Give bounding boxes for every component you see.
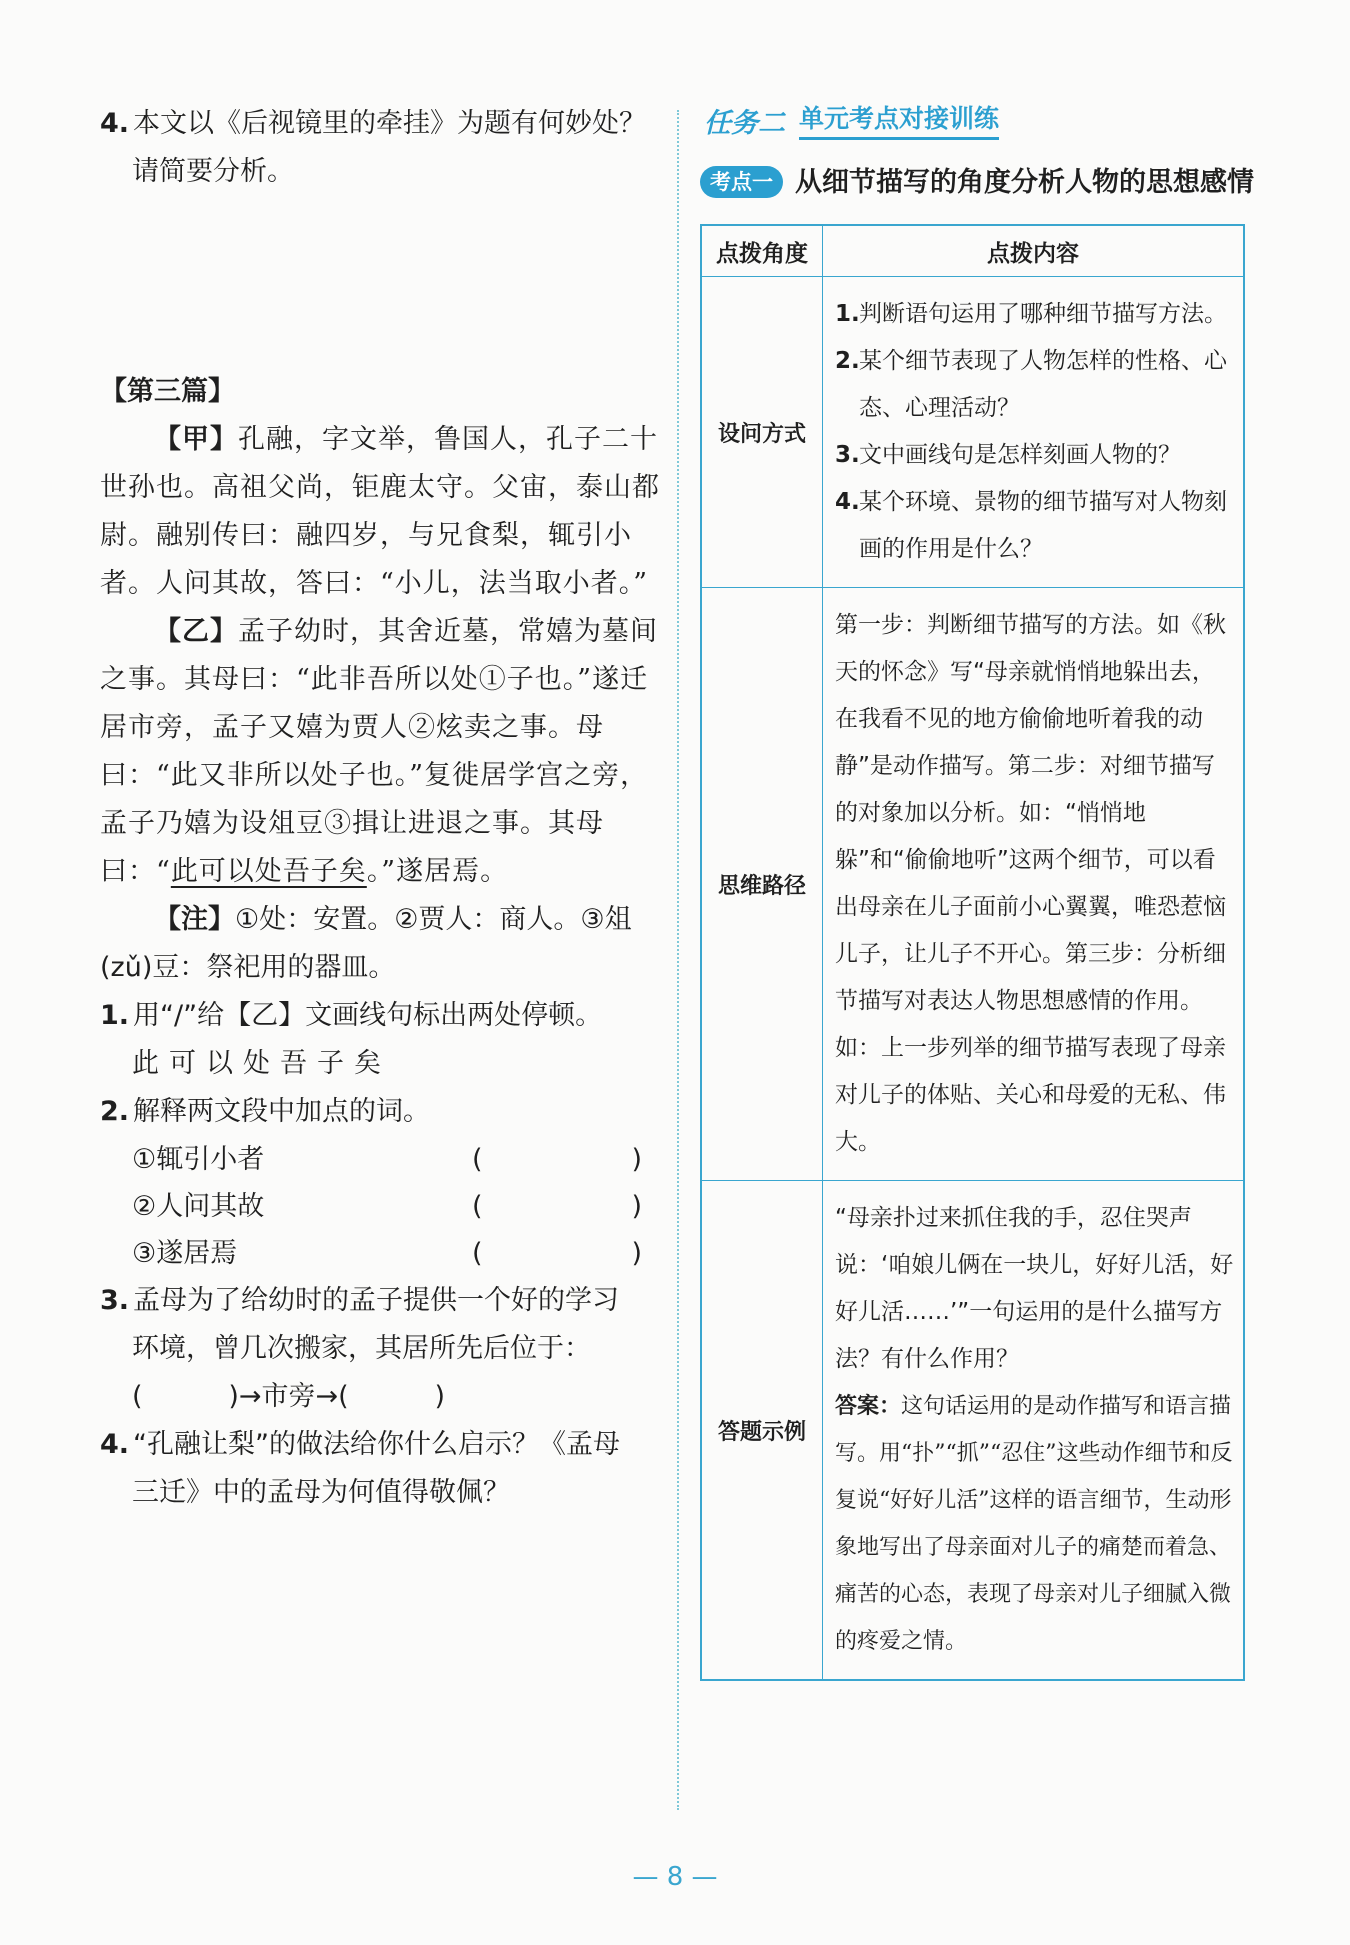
page-number: — 8 — <box>632 1862 718 1892</box>
passage-tag: 【甲】 <box>154 424 238 455</box>
passage-jia <box>100 416 660 608</box>
column-header: 点拨角度 <box>701 225 823 277</box>
kaodian-title: 从细节描写的角度分析人物的思想感情 <box>795 167 1254 198</box>
question-text-cont: 环境，曾几次搬家，其居所先后位于： <box>132 1333 591 1364</box>
question-2 <box>100 1088 660 1136</box>
question-text: 本文以《后视镜里的牵挂》为题有何妙处？ <box>133 108 647 139</box>
task-title: 单元考点对接训练 <box>799 99 999 140</box>
question-text-cont: 请简要分析。 <box>132 156 294 187</box>
word-item <box>100 1183 660 1230</box>
pause-sentence: 此可以处吾子矣 <box>132 1048 391 1079</box>
question-text: “孔融让梨”的做法给你什么启示？《孟母 <box>133 1429 621 1460</box>
row-key: 答题示例 <box>701 1181 823 1681</box>
question-number: 3. <box>100 1285 130 1316</box>
row-content <box>823 1181 1245 1681</box>
tips-table <box>700 224 1245 1681</box>
answer-text: 这句话运用的是动作描写和语言描写。用“扑”“抓”“忍住”这些动作细节和反复说“好好儿活”这样的语言细节，生动形象地写出了母亲面对儿子的痛楚而着急、痛苦的心态，表现了母亲对儿子细腻入微的疼爱之情。 <box>835 1394 1233 1654</box>
row-key: 设问方式 <box>701 277 823 588</box>
note-text: ①处：安置。②贾人：商人。③俎(zǔ)豆：祭祀用的器皿。 <box>100 904 632 983</box>
list-item: 1. 判断语句运用了哪种细节描写方法。 <box>835 301 1227 327</box>
answer-label: 答案： <box>835 1394 902 1419</box>
answer-blank[interactable]: ( ) <box>472 1238 642 1269</box>
right-column <box>700 100 1255 1681</box>
row-content <box>823 277 1245 588</box>
table-row <box>701 277 1244 588</box>
question-number: 4. <box>100 1429 130 1460</box>
question-4-top <box>100 100 660 196</box>
question-text: 用“/”给【乙】文画线句标出两处停顿。 <box>133 1000 603 1031</box>
table-row <box>701 1181 1244 1681</box>
column-divider <box>677 110 679 1810</box>
task-label: 任务二 <box>704 108 785 139</box>
kaodian-header <box>700 158 1255 208</box>
row-content: 第一步：判断细节描写的方法。如《秋天的怀念》写“母亲就悄悄地躲出去，在我看不见的地方偷偷地听着我的动静”是动作描写。第二步：对细节描写的对象加以分析。如：“悄悄地躲”和“偷偷地听”这两个细节，可以看出母亲在儿子面前小心翼翼，唯恐惹恼儿子，让儿子不开心。第三步：分析细节描写对表达人物思想感情的作用。如：上一步列举的细节描写表现了母亲对儿子的体贴、关心和母爱的无私、伟大。 <box>823 588 1245 1181</box>
example-answer <box>835 1383 1235 1665</box>
task-header <box>704 100 1255 140</box>
word-item-label: ②人问其故 <box>132 1191 265 1222</box>
example-question: “母亲扑过来抓住我的手，忍住哭声说：‘咱娘儿俩在一块儿，好好儿活，好好儿活……’”一句运用的是什么描写方法？有什么作用？ <box>835 1205 1234 1372</box>
list-item: 3. 文中画线句是怎样刻画人物的？ <box>835 442 1181 468</box>
underlined-sentence: 此可以处吾子矣 <box>170 856 367 887</box>
list-item: 4. 某个环境、景物的细节描写对人物刻画的作用是什么？ <box>835 489 1227 562</box>
list-item: 2. 某个细节表现了人物怎样的性格、心态、心理活动？ <box>835 348 1227 421</box>
question-text: 孟母为了给幼时的孟子提供一个好的学习 <box>133 1285 620 1316</box>
question-1 <box>100 992 660 1040</box>
left-column <box>100 100 660 1517</box>
row-key: 思维路径 <box>701 588 823 1181</box>
question-number: 2. <box>100 1096 130 1127</box>
word-item-label: ③遂居焉 <box>132 1238 238 1269</box>
migration-blanks[interactable]: ( )→市旁→( ) <box>132 1381 446 1412</box>
question-4 <box>100 1421 660 1517</box>
passage-yi <box>100 608 660 896</box>
question-text: 解释两文段中加点的词。 <box>133 1096 431 1127</box>
question-3 <box>100 1277 660 1373</box>
column-header: 点拨内容 <box>823 225 1245 277</box>
word-item <box>100 1230 660 1277</box>
word-item <box>100 1136 660 1183</box>
question-text-cont: 三迁》中的孟母为何值得敬佩？ <box>132 1477 510 1508</box>
word-item-label: ①辄引小者 <box>132 1144 265 1175</box>
table-row <box>701 588 1244 1181</box>
question-number: 1. <box>100 1000 130 1031</box>
answer-blank[interactable]: ( ) <box>472 1144 642 1175</box>
passage-text: 孟子幼时，其舍近墓，常嬉为墓间之事。其母曰：“此非吾所以处①子也。”遂迁居市旁，孟子又嬉为贾人②炫卖之事。母曰：“此又非所以处子也。”复徙居学宫之旁，孟子乃嬉为设俎豆③揖让进退之事。其母曰：“ <box>100 616 658 887</box>
question-number: 4. <box>100 108 130 139</box>
answer-blank[interactable]: ( ) <box>472 1191 642 1222</box>
passage-tag: 【乙】 <box>154 616 238 647</box>
table-header-row <box>701 225 1244 277</box>
kaodian-badge: 考点一 <box>700 166 783 198</box>
passage-text: 孔融，字文举，鲁国人，孔子二十世孙也。高祖父尚，钜鹿太守。父宙，泰山都尉。融别传曰：融四岁，与兄食梨，辄引小者。人问其故，答曰：“小儿，法当取小者。” <box>100 424 660 599</box>
annotation <box>100 896 660 992</box>
section-title: 【第三篇】 <box>100 376 235 407</box>
passage-text-tail: 。”遂居焉。 <box>366 856 509 887</box>
note-tag: 【注】 <box>154 904 235 935</box>
